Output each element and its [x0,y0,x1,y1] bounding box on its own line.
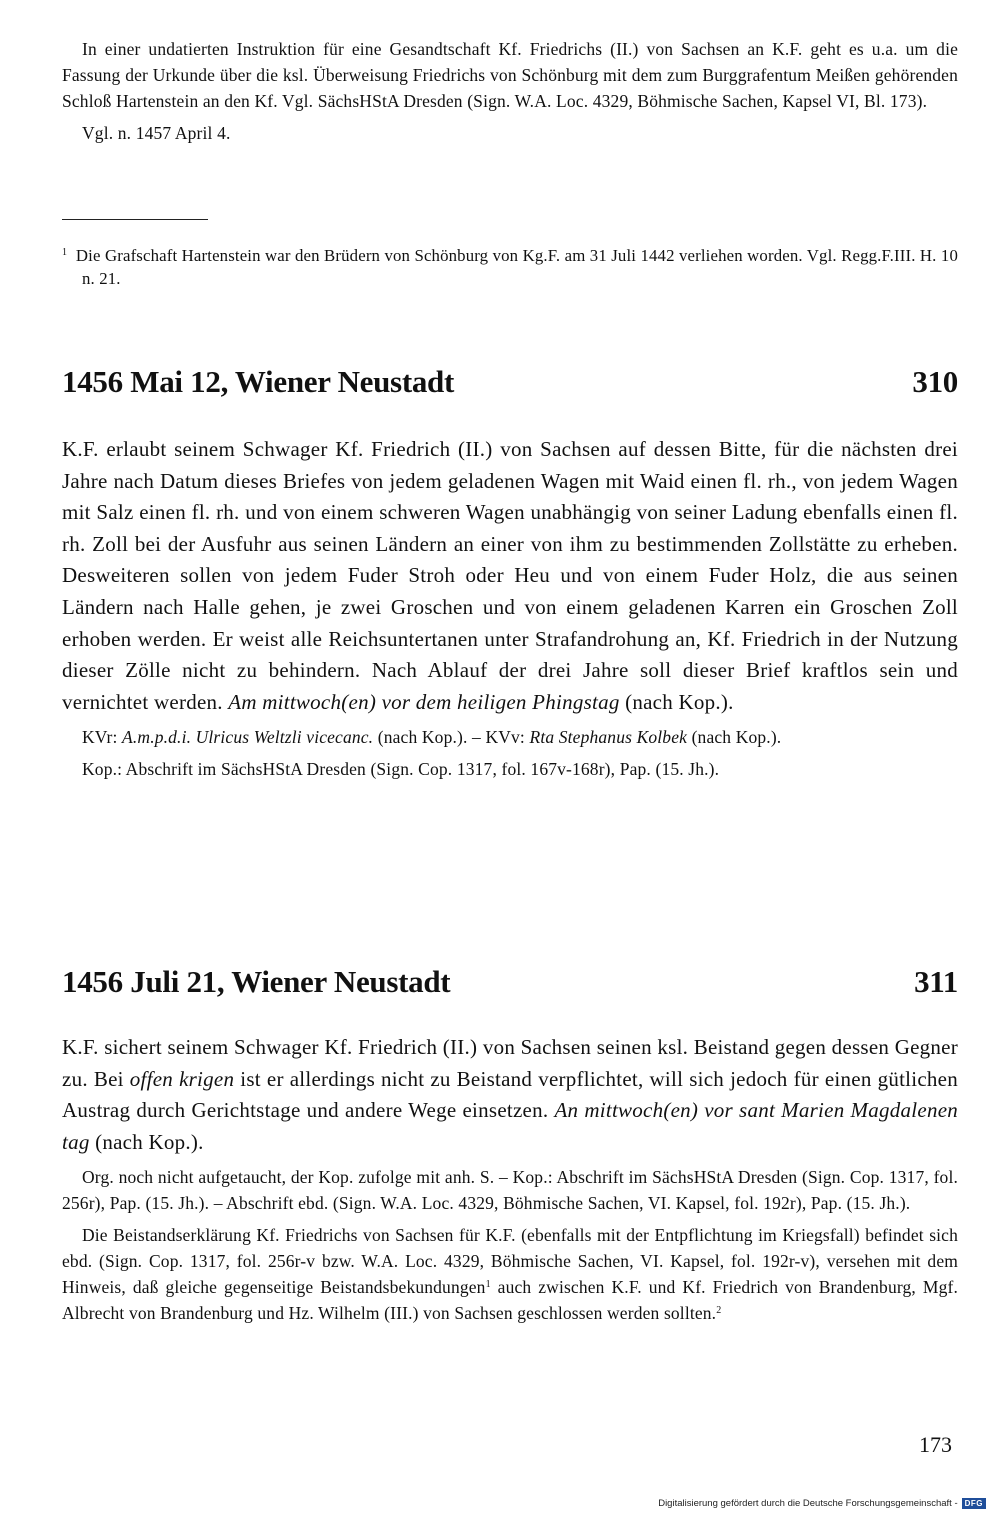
entry-311-regest-b: ist er allerdings nicht zu Beistand verpflichtet, will sich jedoch für einen gütlichen Austrag durch Gerichtstage und andere Wege einsetzen. [62,1066,958,1123]
entry-310-kop: Kop.: Abschrift im SächsHStA Dresden (Sign. Cop. 1317, fol. 167v-168r), Pap. (15. Jh.). [82,759,720,780]
entry-311-regest-a: K.F. sichert seinem Schwager Kf. Friedrich (II.) von Sachsen seinen ksl. Beistand gegen dessen Gegner zu. Bei [62,1035,958,1091]
footnote-mark: 1 [62,247,68,258]
kvv-suffix: (nach Kop.). [691,727,782,748]
entry-311-regest [62,1032,958,1158]
entry-311-note [62,1222,958,1326]
footnote [62,244,958,290]
entry-310-heading [62,364,958,400]
kvr-label: KVr: [82,727,118,748]
entry-310-number: 310 [912,364,958,399]
top-vgl: Vgl. n. 1457 April 4. [82,123,231,143]
entry-311-note-a: Die Beistandserklärung Kf. Friedrichs von Sachsen für K.F. (ebenfalls mit der Entpflichtung im Kriegsfall) befindet sich ebd. (Sign. Cop. 1317, fol. 256r-v bzw. W.A. Loc. 4329, Böhmische Sachen, VI. Kapsel, fol. 192r-v), versehen mit dem Hinweis, daß gleiche gegenseitige Beistandsbekundungen [62,1225,958,1298]
entry-311-regest-suffix: (nach Kop.). [95,1129,204,1154]
entry-310-kv [62,724,958,750]
entry-311-org: Org. noch nicht aufgetaucht, der Kop. zufolge mit anh. S. – Kop.: Abschrift im SächsHStA Dresden (Sign. Cop. 1317, fol. 256r), Pap. (15. Jh.). – Abschrift ebd. (Sign. W.A. Loc. 4329, Böhmische Sachen, VI. Kapsel, fol. 192r), Pap. (15. Jh.). [62,1167,958,1214]
footnote-text: Die Grafschaft Hartenstein war den Brüdern von Schönburg von Kg.F. am 31 Juli 1442 verliehen worden. Vgl. Regg.F.III. H. 10 n. 21. [75,246,958,288]
entry-310-date-italic: Am mittwoch(en) vor dem heiligen Phingstag [228,689,620,714]
dfg-footer [658,1498,986,1509]
entry-311-note-b: auch zwischen K.F. und Kf. Friedrich von Brandenburg, Mgf. Albrecht von Brandenburg und Hz. Wilhelm (III.) von Sachsen geschlossen werden sollten. [62,1277,958,1324]
entry-310-regest-suffix: (nach Kop.). [625,689,734,714]
kvr-mid: (nach Kop.). – KVv: [377,727,525,748]
entry-310-body [62,434,958,782]
entry-311-title: 1456 Juli 21, Wiener Neustadt [62,964,451,999]
entry-311-body [62,1032,958,1326]
footnote-rule [62,219,208,220]
entry-310-regest-text: K.F. erlaubt seinem Schwager Kf. Friedrich (II.) von Sachsen auf dessen Bitte, für die nächsten drei Jahre nach Datum dieses Briefes von jedem geladenen Wagen mit Waid einen fl. rh., von jedem Wagen mit Salz einen fl. rh. und von einem schweren Wagen unabhängig von seiner Ladung ebenfalls einen fl. rh. Zoll bei der Ausfuhr aus seinen Ländern an einer von ihm zu bestimmenden Zollstätte zu erheben. Desweiteren sollen von jedem Fuder Stroh oder Heu und von einem Fuder Holz, die aus seinen Ländern nach Halle gehen, je zwei Groschen und von einem geladenen Karren ein Groschen Zoll erhoben werden. Er weist alle Reichsuntertanen unter Strafandrohung an, Kf. Friedrich in der Nutzung dieser Zölle nicht zu behindern. Nach Ablauf der drei Jahre soll dieser Brief kraftlos sein und vernichtet werden. [62,437,958,714]
entry-311-note-mark-2: 2 [716,1305,722,1317]
entry-311-note-mark-1: 1 [485,1279,491,1291]
top-section [62,36,958,146]
kvr-italic: A.m.p.d.i. Ulricus Weltzli vicecanc. [122,727,374,748]
dfg-logo: DFG [962,1498,986,1509]
dfg-footer-text: Digitalisierung gefördert durch die Deutsche Forschungsgemeinschaft - [658,1498,958,1509]
top-paragraph: In einer undatierten Instruktion für eine Gesandtschaft Kf. Friedrichs (II.) von Sachsen an K.F. geht es u.a. um die Fassung der Urkunde über die ksl. Überweisung Friedrichs von Schönburg mit dem zum Burggrafentum Meißen gehörenden Schloß Hartenstein an den Kf. Vgl. SächsHStA Dresden (Sign. W.A. Loc. 4329, Böhmische Sachen, Kapsel VI, Bl. 173). [62,39,958,111]
entry-311-italic-2: An mittwoch(en) vor sant Marien Magdalenen tag [62,1098,959,1154]
entry-310-title: 1456 Mai 12, Wiener Neustadt [62,364,455,399]
page-number: 173 [919,1432,952,1457]
entry-310-regest [62,434,958,718]
entry-311-heading [62,964,958,1000]
kvv-italic: Rta Stephanus Kolbek [529,727,688,748]
entry-311-italic-1: offen krigen [129,1066,235,1091]
entry-311-number: 311 [914,964,958,999]
